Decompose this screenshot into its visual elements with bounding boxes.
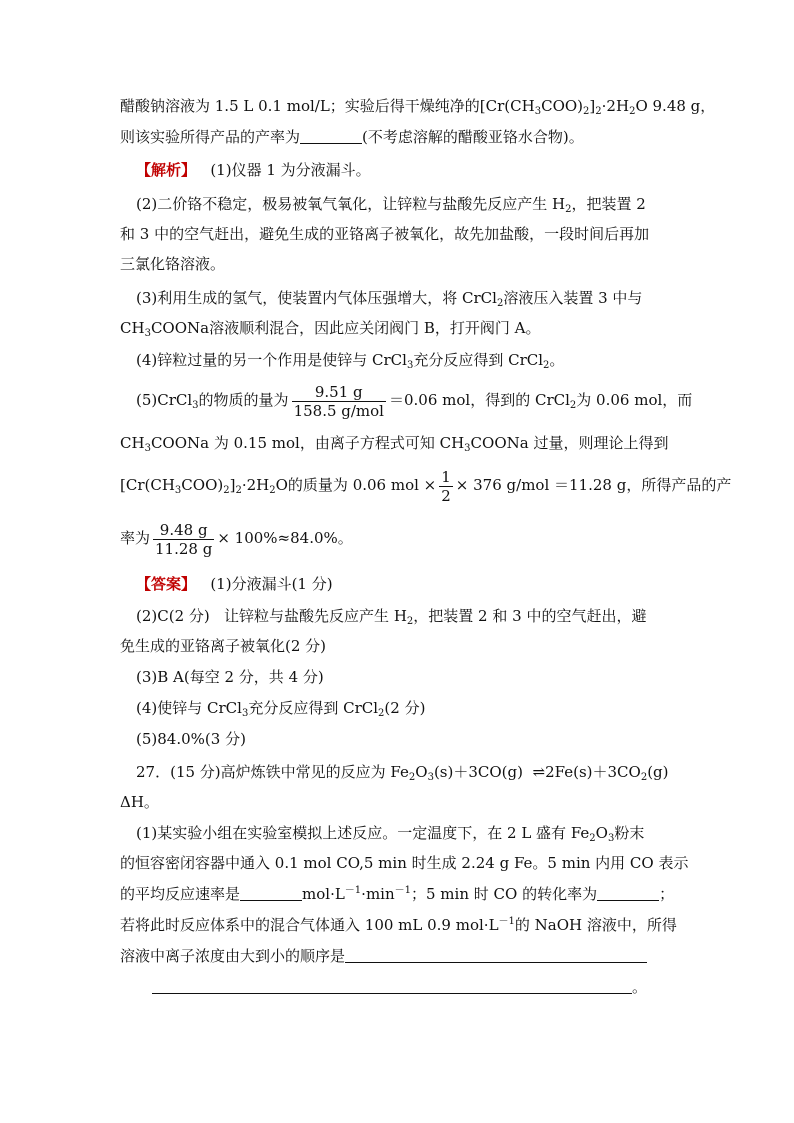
answer-line-1: 【答案】 (1)分液漏斗(1 分) bbox=[136, 575, 333, 593]
analysis-line-5c: $[Cr(CH_3COO)_2]_2\cdot 2H_2O$的质量为 0.06 mol × $\frac{1}{2}$ × 376 g/mol ＝11.28 g，所得产品的产 bbox=[120, 467, 732, 505]
answer-line-3: (3)B A(每空 2 分，共 4 分) bbox=[136, 668, 324, 686]
analysis-line-5b: $CH_3COONa$ 为 0.15 mol，由离子方程式可知 $CH_3COONa$ 过量，则理论上得到 bbox=[120, 434, 669, 454]
question-27-line-7: 溶液中离子浓度由大到小的顺序是 bbox=[120, 946, 647, 966]
question-27-line-2: ΔH。 bbox=[120, 793, 159, 811]
analysis-line-4: (4)锌粒过量的另一个作用是使锌与 CrCl$_3$充分反应得到 CrCl$_2$。 bbox=[136, 351, 565, 371]
answer-line-2b: 免生成的亚铬离子被氧化(2 分) bbox=[120, 637, 327, 655]
ion-order-answer-blank-1[interactable] bbox=[345, 947, 647, 963]
analysis-line-3a: (3)利用生成的氢气，使装置内气体压强增大，将 CrCl$_2$溶液压入装置 3 中与 bbox=[136, 289, 643, 309]
question-27-line-4: 的恒容密闭容器中通入 0.1 mol CO,5 min 时生成 2.24 g Fe。5 min 内用 CO 表示 bbox=[120, 854, 689, 872]
text-line-2: 则该实验所得产品的产率为 (不考虑溶解的醋酸亚铬水合物)。 bbox=[120, 128, 584, 146]
analysis-tag: 【解析】 bbox=[136, 161, 197, 179]
analysis-line-2a: (2)二价铬不稳定，极易被氧气氧化，让锌粒与盐酸先反应产生 $H_2$，把装置 2 bbox=[136, 195, 646, 215]
analysis-line-5d: 率为 $\frac{9.48 g}{11.28 g}$ × 100%≈84.0%。 bbox=[120, 520, 353, 558]
fraction-3: $\frac{9.48 g}{11.28 g}$ bbox=[155, 520, 213, 558]
answer-tag: 【答案】 bbox=[136, 575, 197, 593]
question-27-line-1: 27．(15 分)高炉炼铁中常见的反应为 $Fe_2O_3(s)+3CO(g)$ $\rightleftharpoons 2Fe(s)+3CO_2(g)$ bbox=[136, 763, 669, 783]
rate-answer-blank[interactable] bbox=[240, 885, 302, 901]
analysis-line-1: 【解析】 (1)仪器 1 为分液漏斗。 bbox=[136, 161, 371, 179]
fraction-2: $\frac{1}{2}$ bbox=[441, 467, 451, 505]
question-27-line-5: 的平均反应速率是 $mol\cdot L^{-1}\cdot\min^{-1}$；5 min 时 CO 的转化率为 ； bbox=[120, 885, 675, 903]
answer-line-4: (4)使锌与 CrCl$_3$充分反应得到 CrCl$_2$(2 分) bbox=[136, 699, 426, 719]
conversion-answer-blank[interactable] bbox=[597, 885, 659, 901]
answer-line-5: (5)84.0%(3 分) bbox=[136, 730, 246, 748]
question-27-line-8: 。 bbox=[152, 977, 647, 997]
analysis-line-2b: 和 3 中的空气赶出，避免生成的亚铬离子被氧化，故先加盐酸，一段时间后再加 bbox=[120, 225, 650, 243]
analysis-line-3b: $CH_3COONa$溶液顺利混合，因此应关闭阀门 B，打开阀门 A。 bbox=[120, 319, 541, 339]
question-27-line-3: (1)某实验小组在实验室模拟上述反应。一定温度下，在 2 L 盛有 $Fe_2O_3$粉末 bbox=[136, 824, 645, 844]
analysis-line-5a: (5)CrCl$_3$的物质的量为 $\frac{9.51 g}{\text{158.5 g/mol}}$ ＝0.06 mol，得到的 CrCl$_2$为 0.06 mol，而 bbox=[136, 382, 693, 420]
question-27-line-6: 若将此时反应体系中的混合气体通入 100 mL 0.9 $mol\cdot L^{-1}$的 NaOH 溶液中，所得 bbox=[120, 916, 677, 934]
text-line-1: 醋酸钠溶液为 1.5 L 0.1 mol/L；实验后得干燥纯净的$[Cr(CH_3COO)_2]_2\cdot 2H_2O$ 9.48 g， bbox=[120, 97, 716, 117]
answer-line-2a: (2)C(2 分) 让锌粒与盐酸先反应产生 $H_2$，把装置 2 和 3 中的空气赶出，避 bbox=[136, 607, 647, 627]
ion-order-answer-blank-2[interactable] bbox=[152, 978, 632, 994]
analysis-line-2c: 三氯化铬溶液。 bbox=[120, 255, 226, 273]
answer-blank[interactable] bbox=[300, 128, 362, 144]
fraction-1: $\frac{9.51 g}{\text{158.5 g/mol}}$ bbox=[293, 382, 384, 420]
